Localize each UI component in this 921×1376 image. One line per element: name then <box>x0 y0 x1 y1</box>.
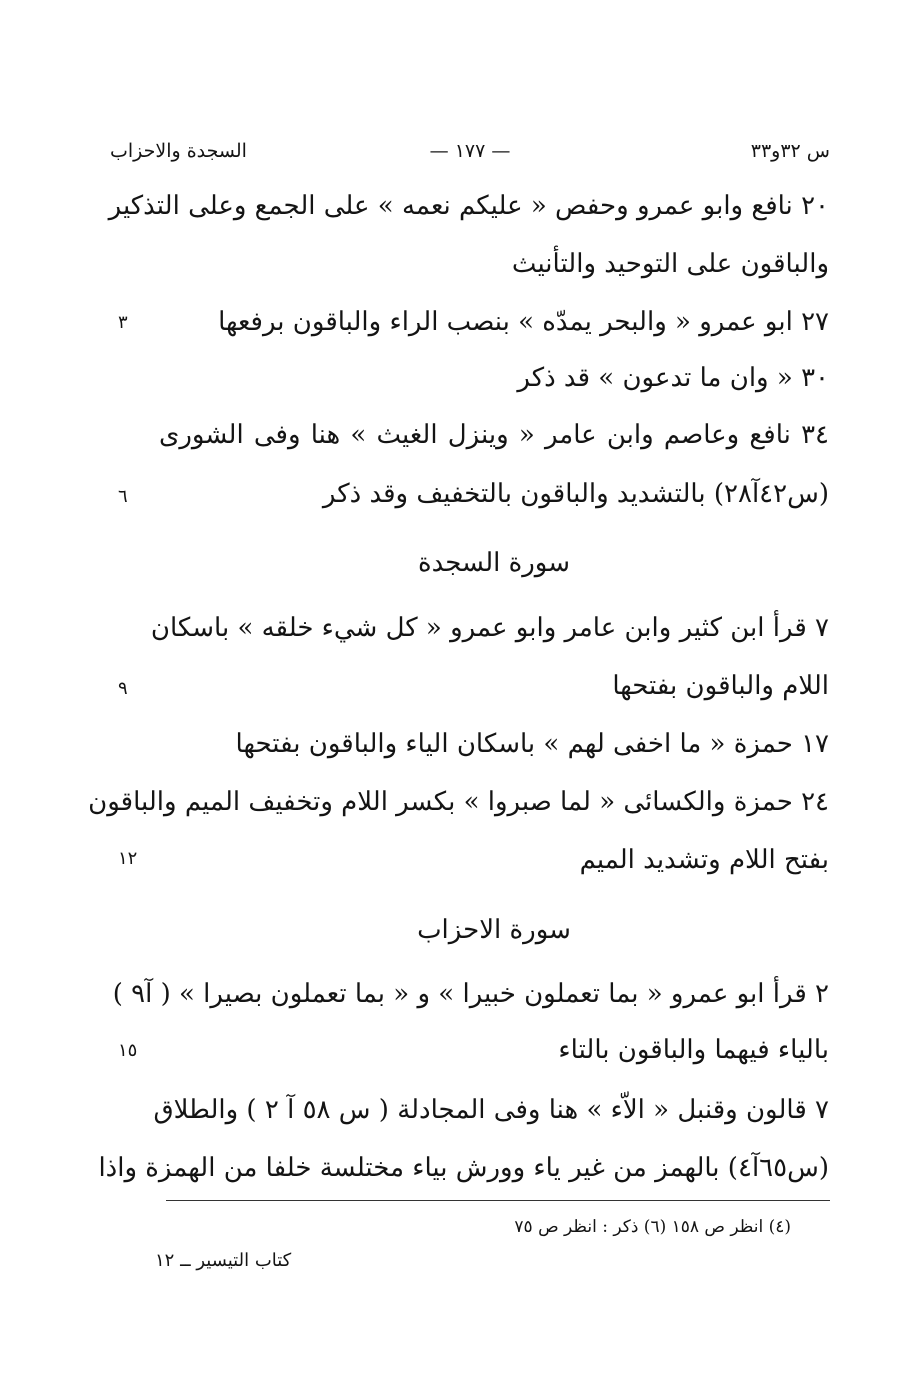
section-heading: سورة الاحزاب <box>417 915 571 945</box>
text-line: اللام والباقون بفتحها <box>612 671 829 701</box>
text-line: ٢٠ نافع وابو عمرو وحفص « عليكم نعمه » على الجمع وعلى التذكير <box>108 191 829 221</box>
margin-line-number: ٩ <box>118 678 128 699</box>
text-line: ٧ قالون وقنبل « الاّء » هنا وفى المجادلة ( س ٥٨ آ ٢ ) والطلاق <box>153 1095 829 1125</box>
text-line: ٢٤ حمزة والكسائى « لما صبروا » بكسر اللام وتخفيف الميم والباقون <box>88 787 829 817</box>
margin-line-number: ٣ <box>118 312 128 333</box>
footnote: (٤) انظر ص ١٥٨ (٦) ذكر : انظر ص ٧٥ <box>514 1217 791 1237</box>
header-chapter-title: السجدة والاحزاب <box>110 140 247 162</box>
text-line: بالياء فيهما والباقون بالتاء <box>558 1035 829 1065</box>
footnote-divider <box>166 1200 830 1201</box>
section-heading: سورة السجدة <box>417 548 571 578</box>
text-line: ٧ قرأ ابن كثير وابن عامر وابو عمرو « كل شيء خلقه » باسكان <box>150 613 829 643</box>
printer-signature: كتاب التيسير ــ ١٢ <box>155 1250 292 1271</box>
text-line: والباقون على التوحيد والتأنيث <box>511 249 829 279</box>
text-line: ٢ قرأ ابو عمرو « بما تعملون خبيرا » و « بما تعملون بصيرا » ( آ٩ ) <box>112 979 829 1009</box>
text-line: ١٧ حمزة « ما اخفى لهم » باسكان الياء والباقون بفتحها <box>235 729 829 759</box>
margin-line-number: ١٥ <box>118 1040 138 1061</box>
text-line: ٣٤ نافع وعاصم وابن عامر « وينزل الغيث » هنا وفى الشورى <box>159 420 829 450</box>
margin-line-number: ١٢ <box>118 848 138 869</box>
text-line: (س٦٥آ٤) بالهمز من غير ياء وورش بياء مختلسة خلفا من الهمزة واذا <box>98 1153 829 1183</box>
header-section-ref: س ٣٢و٣٣ <box>750 140 830 162</box>
page-number: — ١٧٧ — <box>429 140 511 162</box>
text-line: ٢٧ ابو عمرو « والبحر يمدّه » بنصب الراء والباقون برفعها <box>218 307 829 337</box>
text-line: بفتح اللام وتشديد الميم <box>579 845 829 875</box>
text-line: (س٤٢آ٢٨) بالتشديد والباقون بالتخفيف وقد ذكر <box>322 479 829 509</box>
page-header <box>110 140 830 170</box>
text-line: ٣٠ « وان ما تدعون » قد ذكر <box>517 363 829 393</box>
margin-line-number: ٦ <box>118 486 128 507</box>
